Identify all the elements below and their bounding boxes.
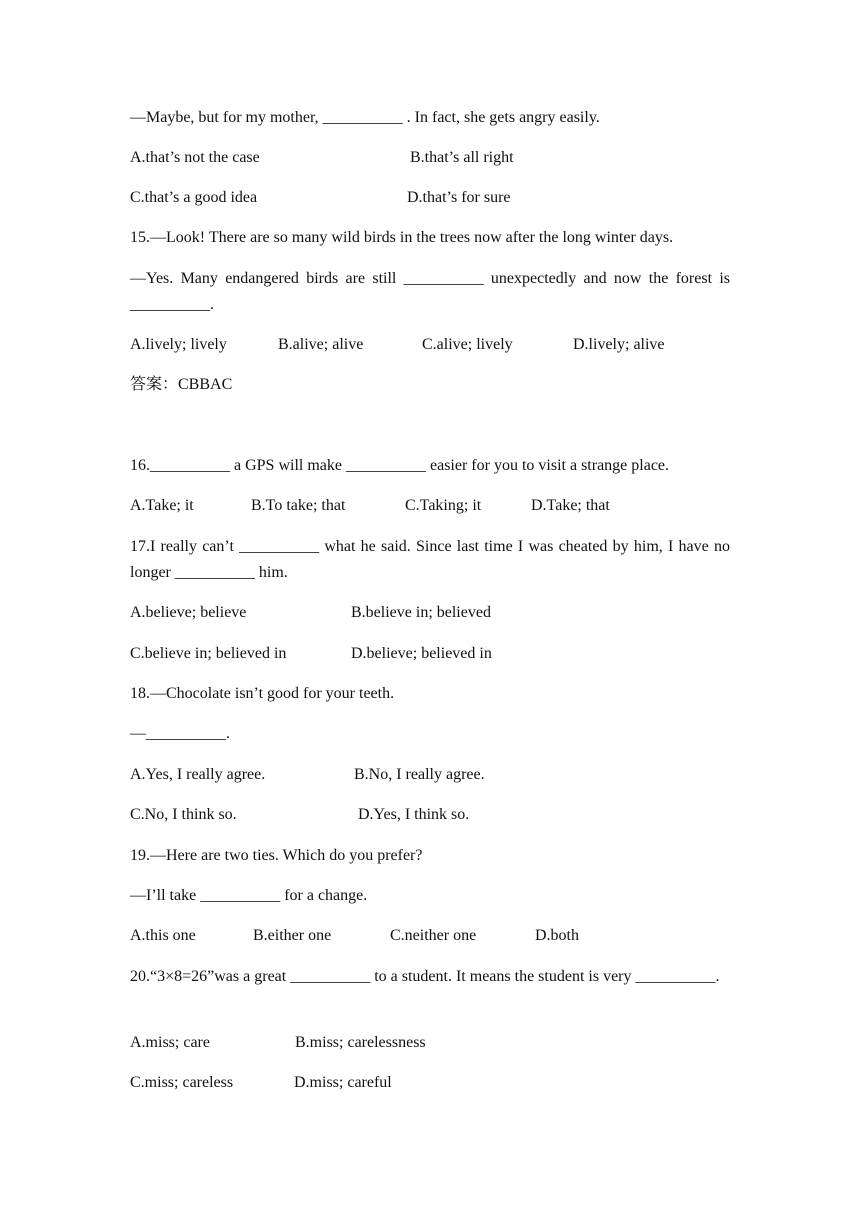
option-d: D.Take; that — [531, 497, 610, 514]
question-15: 15.—Look! There are so many wild birds in the trees now after the long winter days. — [130, 229, 674, 246]
option-d: D.lively; alive — [573, 336, 665, 353]
option-b: B.that’s all right — [410, 149, 514, 166]
option-b: B.To take; that — [251, 497, 346, 514]
option-d: D.believe; believed in — [351, 645, 492, 662]
option-a: A.lively; lively — [130, 336, 227, 353]
option-a: A.this one — [130, 927, 196, 944]
option-a: A.Yes, I really agree. — [130, 766, 266, 783]
option-a: A.miss; care — [130, 1034, 210, 1051]
option-d: D.both — [535, 927, 579, 944]
option-b: B.believe in; believed — [351, 604, 491, 621]
option-b: B.miss; carelessness — [295, 1034, 426, 1051]
option-a: A.Take; it — [130, 497, 194, 514]
question-17: 17.I really can’t __________ what he said. Since last time I was cheated by him, I have no longer __________ him. — [130, 538, 730, 581]
option-a: A.that’s not the case — [130, 149, 260, 166]
option-c: C.that’s a good idea — [130, 189, 258, 206]
option-a: A.believe; believe — [130, 604, 247, 621]
option-b: B.either one — [253, 927, 332, 944]
question-19: 19.—Here are two ties. Which do you prefer? — [130, 847, 423, 864]
option-c: C.Taking; it — [405, 497, 482, 514]
question-16: 16.__________ a GPS will make __________ easier for you to visit a strange place. — [130, 457, 670, 474]
option-d: D.miss; careful — [294, 1074, 392, 1091]
option-c: C.miss; careless — [130, 1074, 234, 1091]
question-15-reply: —Yes. Many endangered birds are still __________ unexpectedly and now the forest is __________. — [130, 270, 730, 313]
option-c: C.neither one — [390, 927, 477, 944]
answer-key: 答案：CBBAC — [130, 376, 233, 393]
option-b: B.alive; alive — [278, 336, 364, 353]
question-19-reply: —I’ll take __________ for a change. — [130, 887, 368, 904]
question-20: 20.“3×8=26”was a great __________ to a student. It means the student is very __________. — [130, 968, 720, 985]
option-d: D.Yes, I think so. — [358, 806, 470, 823]
option-b: B.No, I really agree. — [354, 766, 485, 783]
option-c: C.alive; lively — [422, 336, 513, 353]
option-d: D.that’s for sure — [407, 189, 511, 206]
question-text: —Maybe, but for my mother, __________ . In fact, she gets angry easily. — [130, 109, 600, 126]
option-c: C.No, I think so. — [130, 806, 237, 823]
question-18-reply: —__________. — [130, 725, 230, 742]
question-18: 18.—Chocolate isn’t good for your teeth. — [130, 685, 395, 702]
option-c: C.believe in; believed in — [130, 645, 287, 662]
